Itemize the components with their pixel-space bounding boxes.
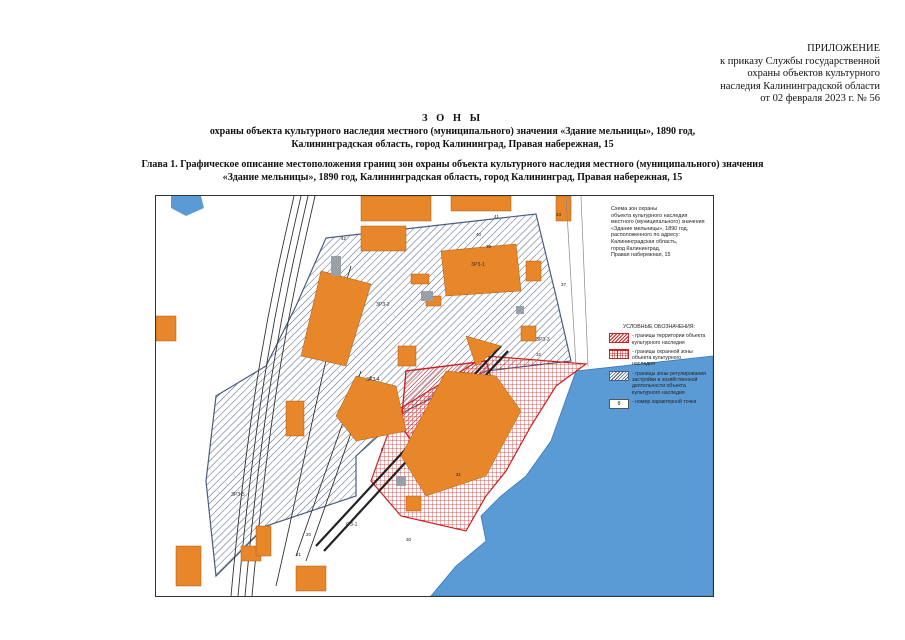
legend-text: - границы зоны регулирования <box>632 370 706 377</box>
point-label: 30 <box>406 537 412 542</box>
point-label: 21 <box>296 552 302 557</box>
point-label: 20 <box>306 532 312 537</box>
legend-text: культурного наследия <box>632 389 685 396</box>
scheme-line: Правая набережная, 15 <box>611 252 671 259</box>
legend-title: УСЛОВНЫЕ ОБОЗНАЧЕНИЯ: <box>623 324 695 330</box>
scheme-line: Схема зон охраны <box>611 206 658 212</box>
map-legend <box>609 324 713 412</box>
legend-text: наследия <box>632 361 655 368</box>
regulation-swatch <box>609 371 629 381</box>
legend-item-point <box>609 399 713 409</box>
point-label: 39 <box>486 244 492 249</box>
scheme-line: расположенного по адресу: <box>611 232 680 239</box>
chapter-line: Глава 1. Графическое описание местоположения границ зон охраны объекта культурного наследия местного (муниципального) значения <box>141 159 764 170</box>
point-label: 32 <box>536 352 542 357</box>
appendix-block <box>640 43 880 106</box>
legend-text: - границы охранной зоны <box>632 348 693 355</box>
scheme-line: «Здание мельницы», 1890 год, <box>611 225 689 232</box>
legend-text: - границы территории объекта <box>632 333 706 340</box>
right-road <box>566 196 588 366</box>
water-pond <box>171 196 204 216</box>
title-line: Калининградская область, город Калининград, Правая набережная, 15 <box>291 138 614 150</box>
zone-label: ОЗ-1 <box>346 522 358 528</box>
point-marker-swatch: 8 <box>609 399 629 409</box>
scheme-caption <box>611 206 713 259</box>
title-line: охраны объекта культурного наследия местного (муниципального) значения «Здание мельницы», 1890 год, <box>209 126 696 137</box>
scheme-line: город Калининград, <box>611 245 661 252</box>
legend-text: - номер характерной точки <box>632 398 697 405</box>
point-label: 31 <box>456 472 462 477</box>
document-title <box>0 126 905 151</box>
appendix-line: от 02 февраля 2023 г. № 56 <box>760 93 880 104</box>
point-label: 40 <box>476 232 482 237</box>
legend-text: деятельности объекта <box>632 383 686 390</box>
appendix-line: к приказу Службы государственной <box>720 55 880 67</box>
legend-item-protection <box>609 349 713 368</box>
map-frame[interactable] <box>155 195 714 597</box>
scheme-line: Калининградская область, <box>611 238 678 245</box>
chapter-heading <box>0 159 905 184</box>
zone-label: ЗРЗ-1 <box>471 262 485 268</box>
zone-label: ЗРЗ-2 <box>376 302 390 308</box>
zone-label: ЗРЗ-3 <box>536 337 550 343</box>
legend-text: объекта культурного <box>632 355 682 362</box>
appendix-line: ПРИЛОЖЕНИЕ <box>807 43 880 54</box>
point-label: 42 <box>341 236 347 241</box>
point-label: 8 <box>381 447 384 452</box>
legend-item-regulation <box>609 371 713 396</box>
territory-swatch <box>609 333 629 343</box>
appendix-line: охраны объектов культурного <box>747 68 880 79</box>
appendix-line: наследия Калининградской области <box>720 80 880 92</box>
zone-label: ЗРЗ-4 <box>366 377 380 383</box>
scheme-line: местного (муниципального) значения <box>611 219 705 226</box>
point-label: 43 <box>556 212 562 217</box>
point-label: 37 <box>561 282 567 287</box>
legend-text: культурного наследия <box>632 339 685 346</box>
chapter-line: «Здание мельницы», 1890 год, Калининградская область, город Калининград, Правая набережная, 15 <box>222 171 683 183</box>
legend-text: застройки и хозяйственной <box>632 377 698 384</box>
scheme-line: объекта культурного наследия <box>611 212 688 219</box>
legend-item-territory <box>609 333 713 346</box>
zone-label: ЗРЗ-5 <box>231 492 245 498</box>
protection-swatch <box>609 349 629 359</box>
point-label: 41 <box>494 214 500 219</box>
zones-heading: З О Н Ы <box>421 113 484 124</box>
